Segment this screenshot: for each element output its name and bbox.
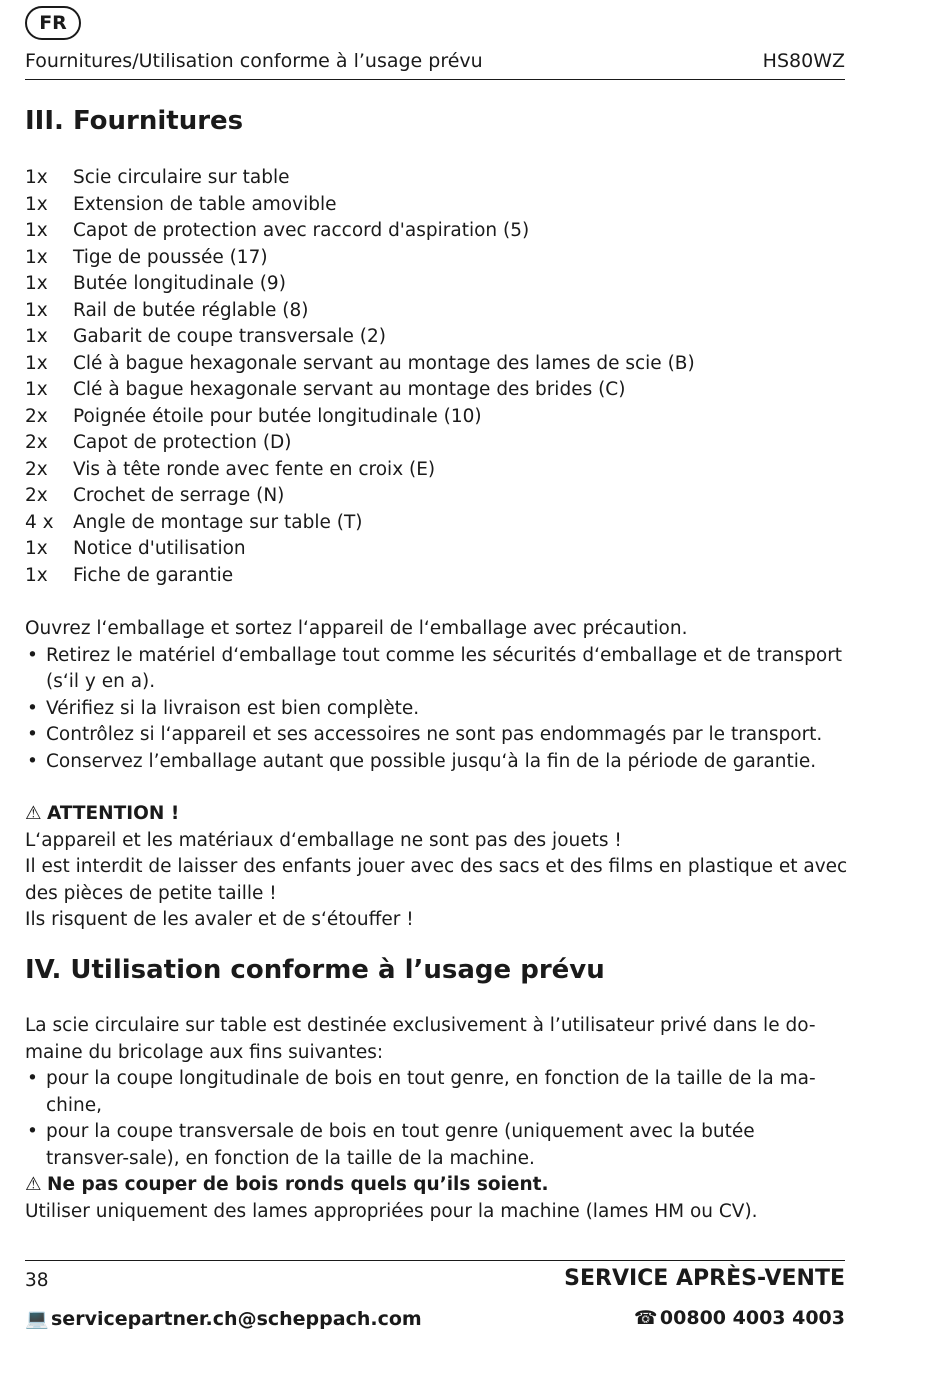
attention-line: L‘appareil et les matériaux d‘emballage ne sont pas des jouets ! <box>25 829 622 851</box>
supply-qty: 1x <box>25 379 48 400</box>
bullet-item: • pour la coupe longitudinale de bois en tout genre, en fonction de la taille de la ma-chine, <box>25 1066 840 1119</box>
section-heading-fournitures: III. Fournitures <box>25 106 244 136</box>
supply-qty: 4 x <box>25 511 54 533</box>
supply-label: Clé à bague hexagonale servant au montage des brides (C) <box>73 379 626 400</box>
supply-item <box>25 298 695 325</box>
attention-lines <box>25 828 855 934</box>
page-number: 38 <box>25 1270 49 1291</box>
usage-intro: La scie circulaire sur table est destinée exclusivement à l’utilisateur privé dans le do-maine du bricolage aux fins suivantes: <box>25 1015 816 1063</box>
supply-label: Vis à tête ronde avec fente en croix (E) <box>73 458 436 480</box>
supply-item <box>25 536 695 563</box>
supply-item <box>25 510 695 537</box>
laptop-icon: 💻 <box>25 1308 49 1330</box>
section-heading-utilisation: IV. Utilisation conforme à l’usage prévu <box>25 955 605 985</box>
supply-qty: 2x <box>25 432 48 453</box>
warning-triangle-icon: ⚠ <box>25 803 42 824</box>
supply-item <box>25 483 695 510</box>
supply-item <box>25 218 695 245</box>
supply-qty: 2x <box>25 485 48 506</box>
supply-item <box>25 404 695 431</box>
usage-warning-text: Ne pas couper de bois ronds quels qu’ils soient. <box>47 1174 549 1195</box>
supply-item <box>25 351 695 378</box>
bullet-item: • Vérifiez si la livraison est bien complète. <box>25 696 855 723</box>
running-header-title: Fournitures/Utilisation conforme à l’usage prévu <box>25 50 483 72</box>
phone-number[interactable]: 00800 4003 4003 <box>659 1307 845 1329</box>
supply-label: Clé à bague hexagonale servant au montage des lames de scie (B) <box>73 352 695 374</box>
model-number: HS80WZ <box>762 50 845 72</box>
contact-email <box>25 1307 422 1330</box>
supply-label: Tige de poussée (17) <box>73 246 268 268</box>
usage-note: Utiliser uniquement des lames appropriées pour la machine (lames HM ou CV). <box>25 1200 758 1222</box>
supply-qty: 1x <box>25 538 48 559</box>
usage-warning <box>25 1172 840 1199</box>
unpacking-bullets <box>25 643 855 776</box>
supply-label: Notice d'utilisation <box>73 538 246 559</box>
attention-line: Il est interdit de laisser des enfants jouer avec des sacs et des films en plastique et avec des pièces de petite taille ! <box>25 856 848 904</box>
supply-label: Gabarit de coupe transversale (2) <box>73 326 386 347</box>
usage-bullets <box>25 1066 840 1172</box>
warning-triangle-icon: ⚠ <box>25 1174 42 1195</box>
supply-qty: 1x <box>25 564 48 586</box>
supply-label: Extension de table amovible <box>73 193 337 215</box>
unpacking-block <box>25 616 855 775</box>
supply-item <box>25 457 695 484</box>
usage-block <box>25 1013 840 1225</box>
supply-item <box>25 192 695 219</box>
attention-title: ATTENTION ! <box>47 803 180 824</box>
supply-item <box>25 271 695 298</box>
supply-list <box>25 165 695 589</box>
bullet-item: • Conservez l’emballage autant que possible jusqu‘à la fin de la période de garantie. <box>25 749 855 776</box>
supply-label: Rail de butée réglable (8) <box>73 299 309 321</box>
unpacking-intro: Ouvrez l‘emballage et sortez l‘appareil de l‘emballage avec précaution. <box>25 618 688 639</box>
supply-label: Angle de montage sur table (T) <box>73 511 363 533</box>
supply-label: Capot de protection (D) <box>73 432 292 453</box>
supply-qty: 1x <box>25 220 48 241</box>
header-divider <box>25 79 845 80</box>
supply-item <box>25 377 695 404</box>
attention-block <box>25 801 855 934</box>
supply-qty: 1x <box>25 352 48 374</box>
bullet-item: • pour la coupe transversale de bois en tout genre (uniquement avec la butée transver-sale), en fonction de la taille de la machine. <box>25 1119 840 1172</box>
supply-qty: 2x <box>25 458 48 480</box>
supply-item <box>25 430 695 457</box>
email-address[interactable]: servicepartner.ch@scheppach.com <box>51 1308 422 1330</box>
supply-label: Butée longitudinale (9) <box>73 273 286 294</box>
supply-label: Scie circulaire sur table <box>73 167 290 188</box>
supply-label: Fiche de garantie <box>73 564 234 586</box>
supply-item <box>25 563 695 590</box>
supply-item <box>25 165 695 192</box>
supply-qty: 1x <box>25 273 48 294</box>
supply-qty: 2x <box>25 405 48 427</box>
phone-icon: ☎ <box>633 1307 658 1329</box>
supply-item <box>25 245 695 272</box>
attention-heading <box>25 801 855 828</box>
bullet-item: • Contrôlez si l‘appareil et ses accessoires ne sont pas endommagés par le transport. <box>25 722 855 749</box>
supply-qty: 1x <box>25 193 48 215</box>
bullet-item: • Retirez le matériel d‘emballage tout comme les sécurités d‘emballage et de transport (s‘il y en a). <box>25 643 855 696</box>
footer-divider <box>25 1260 845 1261</box>
language-badge: FR <box>25 6 81 40</box>
supply-qty: 1x <box>25 246 48 268</box>
supply-label: Poignée étoile pour butée longitudinale (10) <box>73 405 482 427</box>
supply-qty: 1x <box>25 326 48 347</box>
supply-label: Capot de protection avec raccord d'aspiration (5) <box>73 220 530 241</box>
attention-line: Ils risquent de les avaler et de s‘étouffer ! <box>25 909 414 930</box>
supply-qty: 1x <box>25 299 48 321</box>
supply-qty: 1x <box>25 167 48 188</box>
supply-label: Crochet de serrage (N) <box>73 485 285 506</box>
contact-phone <box>634 1307 845 1329</box>
supply-item <box>25 324 695 351</box>
service-title: SERVICE APRÈS-VENTE <box>564 1266 845 1291</box>
